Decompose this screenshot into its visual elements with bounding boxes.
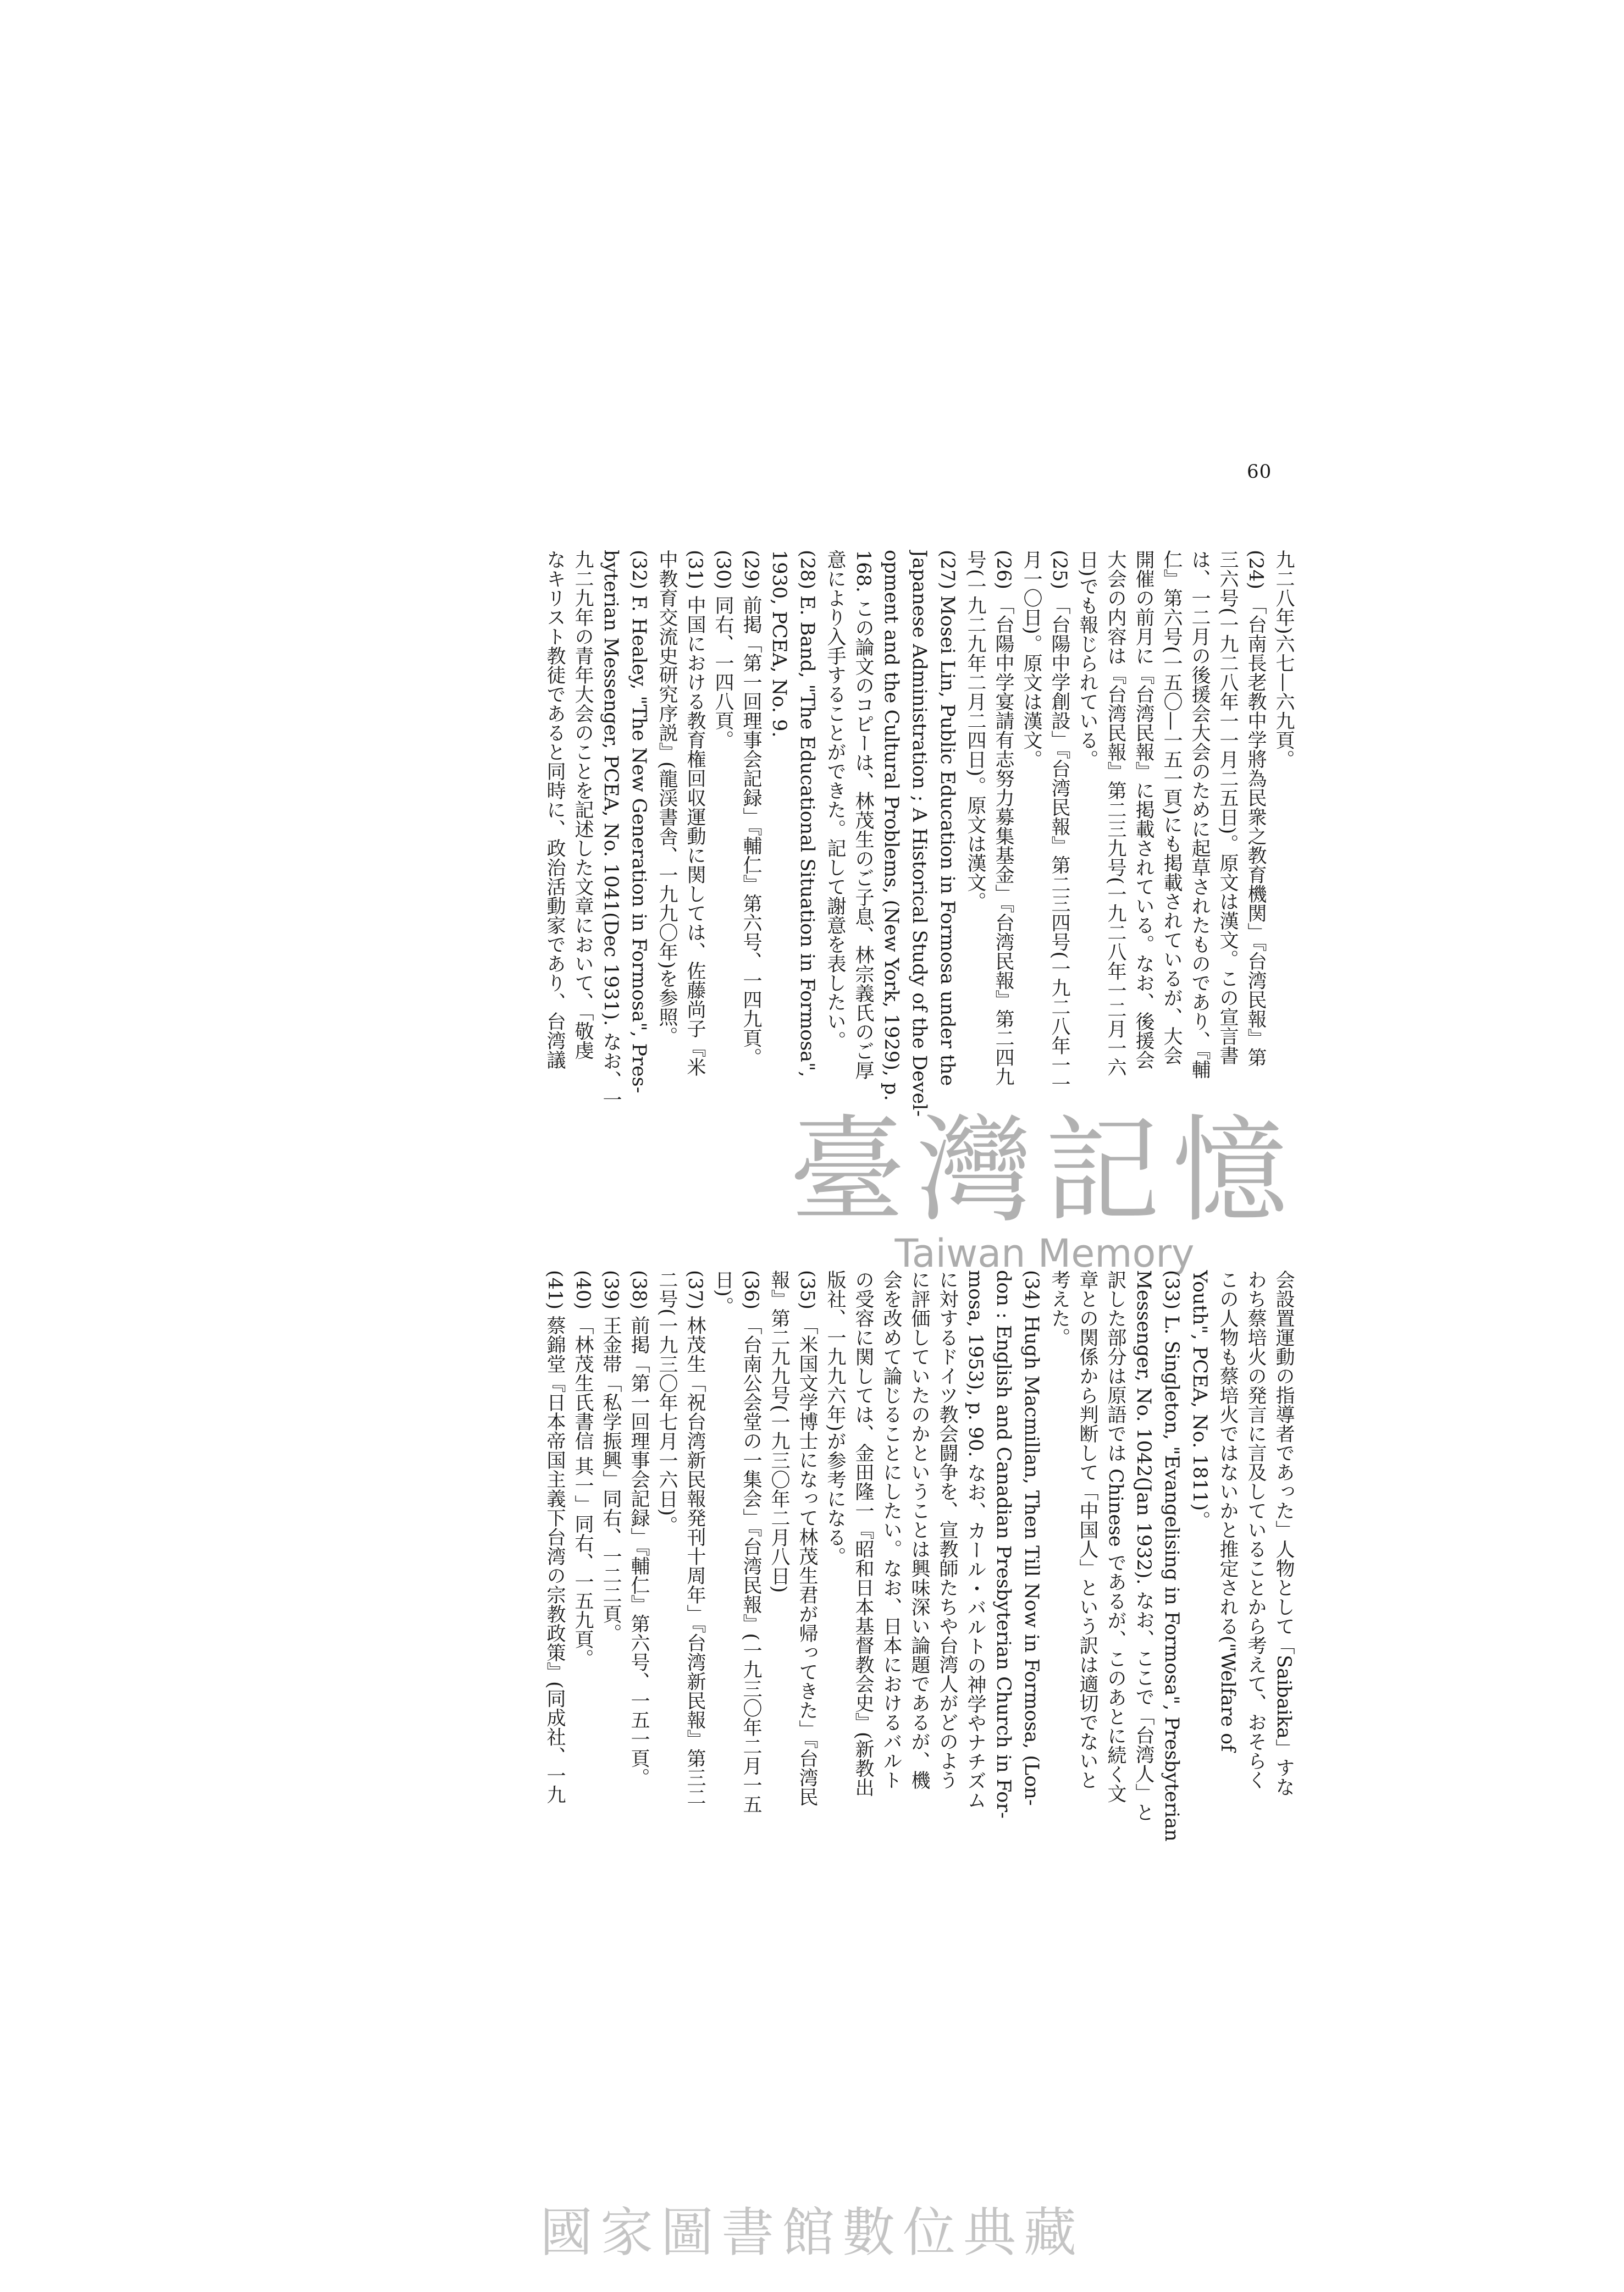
watermark-title: 臺灣記憶: [789, 1103, 1300, 1238]
note-line: Youth", PCEA, No. 1811)。: [1189, 1270, 1211, 1531]
endnotes-upper-block: [374, 550, 1297, 1215]
note-line: 九二八年)六七—六九頁。: [1273, 550, 1295, 769]
note-line: (36) 「台南公会堂の一集会」『台湾民報』(一九三〇年二月一五: [740, 1270, 762, 1814]
note-line: byterian Messenger, PCEA, No. 1041(Dec 1931). なお、一: [600, 550, 622, 1109]
note-line: (39) 王金帯「私学振興」同右、一二二頁。: [600, 1270, 622, 1643]
note-line: (37) 林茂生「祝台湾新民報発刊十周年」『台湾新民報』第三二: [684, 1270, 706, 1807]
watermark-subtitle: Taiwan Memory: [894, 1231, 1195, 1276]
note-line: 会を改めて論じることにしたい。なお、日本におけるバルト: [880, 1270, 902, 1790]
note-line: (35) 「米国文学博士になって林茂生君が帰ってきた」『台湾民: [796, 1270, 818, 1807]
note-line: 考えた。: [1048, 1270, 1070, 1347]
note-line: (27) Mosei Lin, Public Education in Formosa under the: [936, 550, 958, 1086]
note-line: 報』第二九九号(一九三〇年二月八日): [768, 1270, 790, 1593]
note-line: に評価していたのかということは興味深い論題であるが、機: [908, 1270, 930, 1790]
note-line: (38) 前掲「第一回理事会記録」『輔仁』第六号、一五一頁。: [628, 1270, 650, 1787]
note-line: 章との関係から判断して「中国人」という訳は適切でないと: [1076, 1270, 1098, 1790]
note-line: 大会の内容は『台湾民報』第二三九号(一九二八年一二月一六: [1104, 550, 1126, 1077]
page-number: 60: [1247, 461, 1272, 483]
library-footer-watermark: 國家圖書館數位典藏: [540, 2202, 1084, 2263]
note-line: Japanese Administration ; A Historical Study of the Devel-: [908, 550, 930, 1117]
note-line: (25) 「台陽中学創設」『台湾民報』第二三四号(一九二八年一一: [1048, 550, 1070, 1094]
note-line: (30) 同右、一四八頁。: [712, 550, 734, 749]
note-line: 三六号(一九二八年一一月二五日)。原文は漢文。この宣言書: [1217, 550, 1239, 1065]
note-line: 開催の前月に『台湾民報』に掲載されている。なお、後援会: [1133, 550, 1155, 1069]
note-line: 意により入手することができた。記して謝意を表したい。: [824, 550, 846, 1050]
note-line: 号(一九二九年二月二四日)。原文は漢文。: [964, 550, 986, 912]
note-line: 1930, PCEA, No. 9.: [768, 550, 790, 738]
note-line: don : English and Canadian Presbyterian Church in For-: [992, 1270, 1014, 1819]
note-line: (33) L. Singleton, "Evangelising in Formosa", Presbyterian: [1161, 1270, 1183, 1842]
note-line: 日)でも報じられている。: [1076, 550, 1098, 769]
note-line: わち蔡培火の発言に言及していることから考えて、おそらく: [1245, 1270, 1267, 1790]
note-line: Messenger, No. 1042(Jan 1932). なお、ここで「台湾人」と: [1133, 1270, 1155, 1822]
note-line: この人物も蔡培火ではないかと推定される("Welfare of: [1217, 1270, 1239, 1752]
note-line: mosa, 1953), p. 90. なお、カール・バルトの神学やナチズム: [964, 1270, 986, 1810]
note-line: 九二九年の青年大会のことを記述した文章において、「敬虔: [572, 550, 594, 1060]
note-line: (26) 「台陽中学宴請有志努力募集基金」『台湾民報』第二四九: [992, 550, 1014, 1086]
note-line: に対するドイツ教会闘争を、宣教師たちや台湾人がどのよう: [936, 1270, 958, 1790]
note-line: 訳した部分は原語では Chinese であるが、このあとに続く文: [1104, 1270, 1126, 1803]
endnotes-lower-block: [388, 1270, 1297, 1919]
note-line: (40) 「林茂生氏書信 其一」同右、一五九頁。: [572, 1270, 594, 1669]
note-line: (28) E. Band, "The Educational Situation in Formosa",: [796, 550, 818, 1078]
note-line: (24) 「台南長老教中学將為民衆之教育機関」『台湾民報』第: [1245, 550, 1267, 1067]
note-line: 168. この論文のコピーは、林茂生のご子息、林宗義氏のご厚: [852, 550, 874, 1080]
note-line: 会設置運動の指導者であった」人物として「Saibaika」すな: [1273, 1270, 1295, 1797]
note-line: 版社、一九九六年)が参考になる。: [824, 1270, 846, 1566]
note-line: 仁』第六号(一五〇—一五一頁)にも掲載されているが、大会: [1161, 550, 1183, 1065]
note-line: 中教育交流史研究序説』(龍渓書舎、一九九〇年)を参照。: [656, 550, 678, 1046]
note-line: (32) F. Healey, "The New Generation in Formosa", Pres-: [628, 550, 650, 1093]
note-line: なキリスト教徒であると同時に、政治活動家であり、台湾議: [544, 550, 566, 1069]
note-line: (34) Hugh Macmillan, Then Till Now in Formosa, (Lon-: [1020, 1270, 1042, 1806]
note-line: の受容に関しては、金田隆一『昭和日本基督教会史』(新教出: [852, 1270, 874, 1797]
note-line: (41) 蔡錦堂『日本帝国主義下台湾の宗教政策』(同成社、一九: [544, 1270, 566, 1804]
note-line: 日)。: [712, 1270, 734, 1316]
note-line: は、一二月の後援会大会のために起草されたものであり、『輔: [1189, 550, 1211, 1079]
note-line: 二号(一九三〇年七月一六日)。: [656, 1270, 678, 1536]
note-line: (31) 中国における教育権回収運動に関しては、佐藤尚子『米: [684, 550, 706, 1076]
note-line: 月一〇日)。原文は漢文。: [1020, 550, 1042, 769]
note-line: opment and the Cultural Problems, (New York, 1929), p.: [880, 550, 902, 1101]
note-line: (29) 前掲「第一回理事会記録」『輔仁』第六号、一四九頁。: [740, 550, 762, 1067]
